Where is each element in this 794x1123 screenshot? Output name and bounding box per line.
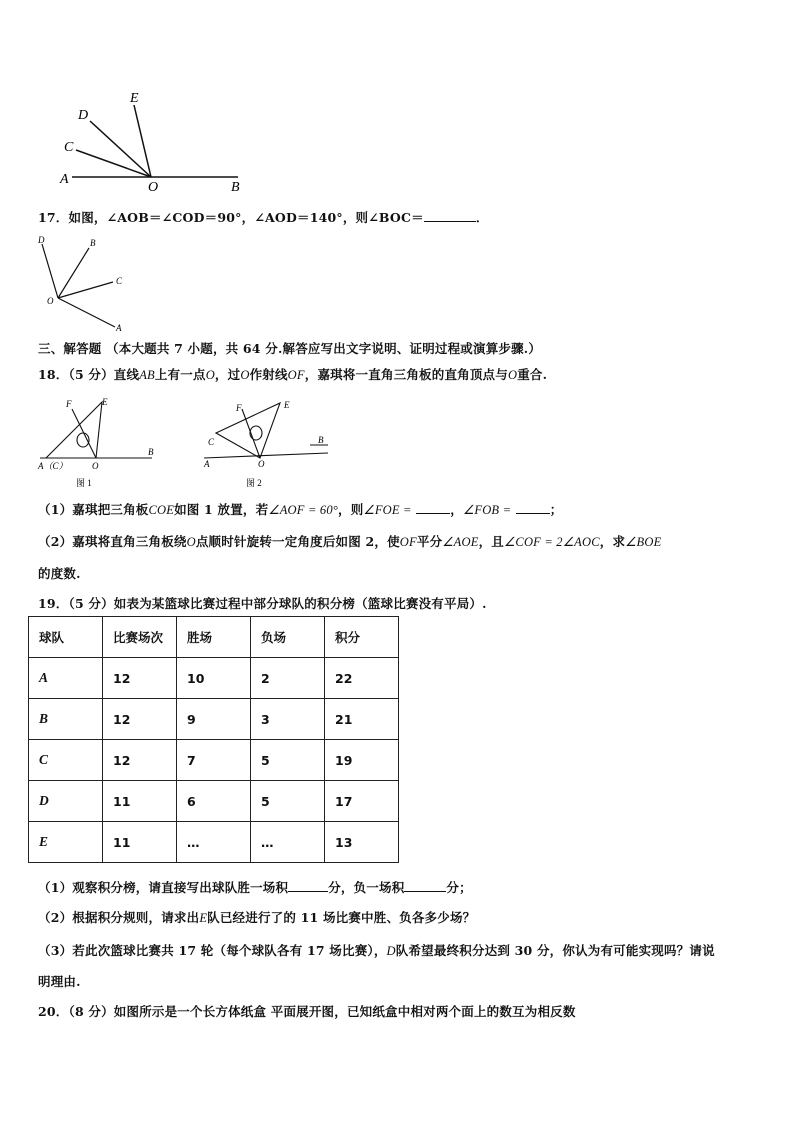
q19-loss-points-blank bbox=[404, 879, 446, 892]
q19-part-3-line-2: 明理由. bbox=[38, 974, 81, 989]
header-cell: 负场 bbox=[251, 617, 325, 658]
question-20-stem: 20．（8 分）如图所示是一个长方体纸盒 平面展开图，已知纸盒中相对两个面上的数互为相反数 bbox=[38, 1004, 576, 1019]
team-cell: E bbox=[29, 822, 103, 863]
q18-figure-2 bbox=[198, 395, 338, 490]
svg-text:B: B bbox=[318, 435, 324, 445]
q18-part-2: （2）嘉琪将直角三角板绕O点顺时针旋转一定角度后如图 2，使OF平分∠AOE，且∠COF = 2∠AOC，求∠BOE bbox=[38, 534, 662, 549]
q17-label-o: O bbox=[47, 296, 54, 306]
top-angle-figure bbox=[50, 85, 260, 195]
section-3-heading: 三、解答题 （本大题共 7 小题，共 64 分.解答应写出文字说明、证明过程或演算步骤.） bbox=[38, 341, 542, 356]
q17-label-d: D bbox=[38, 235, 45, 245]
table-header-row bbox=[29, 617, 399, 658]
table-row: C 12 7 5 19 bbox=[29, 740, 399, 781]
label-a: A bbox=[60, 172, 69, 187]
svg-text:A（C）: A（C） bbox=[38, 461, 68, 471]
svg-text:O: O bbox=[258, 459, 265, 469]
q18-fob-blank bbox=[516, 501, 550, 514]
q17-answer-blank bbox=[424, 209, 476, 222]
label-d: D bbox=[78, 108, 89, 123]
q17-label-c: C bbox=[116, 276, 123, 286]
q18-foe-blank bbox=[416, 501, 450, 514]
svg-text:F: F bbox=[236, 403, 242, 413]
q19-part-3: （3）若此次篮球比赛共 17 轮（每个球队各有 17 场比赛），D队希望最终积分达到 30 分，你认为有可能实现吗？请说 bbox=[38, 943, 715, 958]
question-19-stem: 19．（5 分）如表为某篮球比赛过程中部分球队的积分榜（篮球比赛没有平局）. bbox=[38, 596, 487, 611]
table-row: D 11 6 5 17 bbox=[29, 781, 399, 822]
header-cell: 比赛场次 bbox=[103, 617, 177, 658]
question-17: 17．如图，∠AOB＝∠COD＝90°，∠AOD＝140°，则∠BOC＝ ． bbox=[38, 210, 489, 225]
header-cell: 球队 bbox=[29, 617, 103, 658]
label-o: O bbox=[148, 180, 159, 195]
svg-text:E: E bbox=[102, 397, 108, 407]
team-cell: B bbox=[29, 699, 103, 740]
standings-table bbox=[28, 616, 399, 863]
team-cell: C bbox=[29, 740, 103, 781]
table-row: B 12 9 3 21 bbox=[29, 699, 399, 740]
svg-text:E: E bbox=[284, 400, 290, 410]
q17-text: 17．如图，∠AOB＝∠COD＝90°，∠AOD＝140°，则∠BOC＝ bbox=[38, 210, 424, 225]
q19-win-points-blank bbox=[288, 879, 328, 892]
q17-label-b: B bbox=[90, 238, 96, 248]
team-cell: D bbox=[29, 781, 103, 822]
label-e: E bbox=[130, 91, 139, 106]
q19-part-1: （1）观察积分榜，请直接写出球队胜一场积 分，负一场积 分； bbox=[38, 880, 472, 895]
svg-text:O: O bbox=[92, 461, 99, 471]
svg-text:B: B bbox=[148, 447, 154, 457]
svg-text:A: A bbox=[204, 459, 210, 469]
q18-figure-1 bbox=[34, 395, 164, 490]
q19-part-2: （2）根据积分规则，请求出E队已经进行了的 11 场比赛中胜、负各多少场？ bbox=[38, 910, 476, 925]
header-cell: 积分 bbox=[325, 617, 399, 658]
q18-part-1: （1）嘉琪把三角板COE如图 1 放置，若∠AOF = 60°，则∠FOE = ，∠FOB = ； bbox=[38, 502, 563, 517]
q18-fig2-caption: 图 2 bbox=[246, 478, 262, 488]
svg-text:C: C bbox=[208, 437, 215, 447]
q18-fig1-caption: 图 1 bbox=[76, 478, 92, 488]
label-b: B bbox=[231, 180, 240, 195]
q17-label-a: A bbox=[116, 323, 122, 333]
team-cell: A bbox=[29, 658, 103, 699]
label-c: C bbox=[64, 140, 74, 155]
svg-text:F: F bbox=[66, 399, 72, 409]
table-row: E 11 … … 13 bbox=[29, 822, 399, 863]
q18-part-2-line-2: 的度数. bbox=[38, 566, 81, 581]
q17-figure bbox=[30, 232, 140, 334]
header-cell: 胜场 bbox=[177, 617, 251, 658]
question-18-stem: 18．（5 分）直线AB上有一点O，过O作射线OF，嘉琪将一直角三角板的直角顶点与O重合. bbox=[38, 367, 548, 382]
table-row: A 12 10 2 22 bbox=[29, 658, 399, 699]
